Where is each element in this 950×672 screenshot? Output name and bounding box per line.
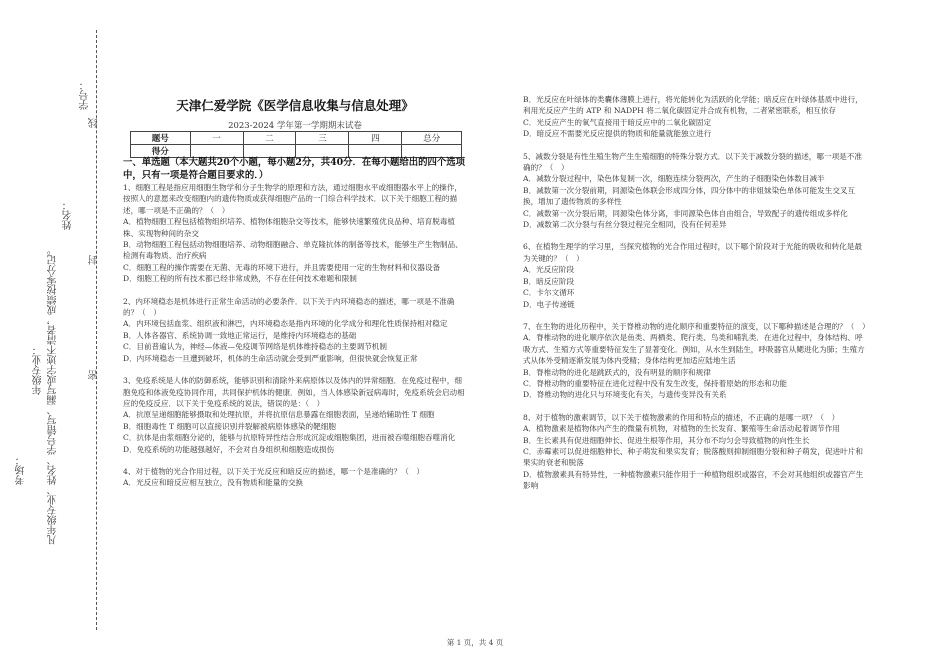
question-option: A．脊椎动物的进化顺序依次是鱼类、两栖类、爬行类、鸟类和哺乳类．在进化过程中，身体结构、呼吸方式、生殖方式等重要特征发生了显著变化．例如，从水生到陆生，呼吸器官从鳃进化为肺；生殖方式从体外受精逐渐发展为体内受精；身体结构更加适应陆地生活 xyxy=(523,333,865,366)
margin-mark-seal: 封 xyxy=(89,255,100,265)
question-option: C．细胞工程的操作需要在无菌、无毒的环境下进行，并且需要使用一定的生物材料和仪器设备 xyxy=(123,262,441,272)
question-option: B．减数第一次分裂前期，同源染色体联会形成四分体，四分体中的非姐妹染色单体可能发生交叉互换，增加了遗传物质的多样性 xyxy=(523,185,856,207)
question-option: A．光反应阶段 xyxy=(523,265,575,275)
question-option: C．抗体是由浆细胞分泌的，能够与抗原特异性结合形成沉淀或细胞集团，进而被吞噬细胞吞噬消化 xyxy=(123,433,456,443)
right-column xyxy=(523,94,870,492)
question-option: D．内环境稳态一旦遭到破坏，机体的生命活动就会受到严重影响，但很快就会恢复正常 xyxy=(123,353,418,363)
question-option: D．免疫系统的功能越强越好，不会对自身组织和细胞造成损伤 xyxy=(123,444,335,454)
question-option: D．细胞工程的所有技术都已经非常成熟，不存在任何技术难题和限制 xyxy=(123,274,357,284)
question-option: D．电子传递链 xyxy=(523,299,575,309)
question-option: B．人体各器官、系统协调一致地正常运行，是维持内环境稳态的基础 xyxy=(123,330,357,340)
margin-mark-secret: 密 xyxy=(89,370,100,380)
score-col: 一 xyxy=(190,132,243,145)
question-option: C．光反应产生的氧气直接用于暗反应中的二氧化碳固定 xyxy=(523,117,712,127)
question-option: D．减数第二次分裂与有丝分裂过程完全相同，没有任何差异 xyxy=(523,220,727,230)
question-option: D．暗反应不需要光反应提供的物质和能量就能独立进行 xyxy=(523,129,712,139)
exam-title: 天津仁爱学院《医学信息收集与信息处理》 xyxy=(176,98,414,113)
question-option: C．目前普遍认为，神经—体液—免疫调节网络是机体维持稳态的主要调节机制 xyxy=(123,342,387,352)
score-col: 三 xyxy=(296,132,349,145)
margin-notice: 凡年级专业、姓名、学号错写、漏写或字迹不清者，成绩按零分记。 xyxy=(48,245,59,545)
question-option: B．生长素具有促进细胞伸长、促进生根等作用，其分布不均匀会导致植物的向性生长 xyxy=(523,435,810,445)
margin-label-name: 姓名： xyxy=(63,200,74,230)
question-stem: 2、内环境稳态是机体进行正常生命活动的必要条件．以下关于内环境稳态的描述，哪一项是不准确的？（ ） xyxy=(123,296,455,318)
score-col-total: 总分 xyxy=(402,132,462,145)
score-col: 四 xyxy=(349,132,402,145)
question-option: B．细胞毒性 T 细胞可以直接识别并裂解被病原体感染的靶细胞 xyxy=(123,421,336,431)
exam-subtitle: 2023-2024 学年第一学期期末试卷 xyxy=(228,121,362,131)
score-table xyxy=(130,131,462,158)
question-stem: 1、细胞工程是指应用细胞生物学和分子生物学的原理和方法，通过细胞水平或细胞器水平上的操作，按照人的意愿来改变细胞内的遗传物质或获得细胞产品的一门综合科学技术．以下关于细胞工程的描述，哪一项是不正确的？（ ） xyxy=(123,183,462,215)
question-stem: 6、在植物生理学的学习里，当探究植物的光合作用过程时，以下哪个阶段对于光能的吸收和转化是最为关键的？（ ） xyxy=(523,242,862,263)
question-option: A．内环境包括血浆、组织液和淋巴，内环境稳态是指内环境的化学成分和理化性质保持相对稳定 xyxy=(123,319,448,329)
question-option: D．脊椎动物的进化只与环境变化有关，与遗传变异没有关系 xyxy=(523,390,727,400)
question-option: B．动物细胞工程包括动物细胞培养、动物细胞融合、单克隆抗体的制备等技术，能够生产生物制品、检测有毒物质、治疗疾病 xyxy=(123,240,463,261)
question-option: B．光反应在叶绿体的类囊体薄膜上进行，将光能转化为活跃的化学能；暗反应在叶绿体基质中进行，利用光反应产生的 ATP 和 NADPH 将二氧化碳固定并合成有机物，二者紧密联系，相互依存 xyxy=(523,95,863,116)
question-option: C．脊椎动物的重要特征在进化过程中没有发生改变，保持着原始的形态和功能 xyxy=(523,378,787,388)
question-stem: 8、对于植物的激素调节，以下关于植物激素的作用和特点的描述，不正确的是哪一项？（ ） xyxy=(523,412,840,422)
question-stem: 3、免疫系统是人体的防御系统，能够识别和清除外来病原体以及体内的异常细胞．在免疫过程中，细胞免疫和体液免疫协同作用，共同保护机体的健康．例如，当人体感染新冠病毒时，免疫系统会启动相应的免疫反应．以下关于免疫系统的说法，错误的是：（ ） xyxy=(123,376,465,408)
score-col-label: 题号 xyxy=(131,132,191,145)
question-option: B．脊椎动物的进化是跳跃式的，没有明显的顺序和规律 xyxy=(523,367,711,377)
section-heading: 一、单选题（本大题共20个小题，每小题2分，共40分．在每小题给出的四个选项中，只有一项是符合题目要求的．） xyxy=(123,157,465,181)
margin-label-student-id: 学号： xyxy=(80,80,91,110)
question-option: A．植物细胞工程包括植物组织培养、植物体细胞杂交等技术，能够快速繁殖优良品种、培育脱毒植株、实现物种间的杂交 xyxy=(123,217,456,238)
margin-label-grade-major: 年级专业： xyxy=(33,345,44,395)
question-option: C．赤霉素可以促进细胞伸长、种子萌发和果实发育；脱落酸则抑制细胞分裂和种子萌发，促进叶片和果实的衰老和脱落 xyxy=(523,446,863,468)
question-option: A．抗原呈递细胞能够摄取和处理抗原，并将抗原信息暴露在细胞表面，呈递给辅助性 T 细胞 xyxy=(123,410,435,420)
score-row-label: 得分 xyxy=(131,145,191,158)
question-stem: 4、对于植物的光合作用过程，以下关于光反应和暗反应的描述，哪一个是准确的？（ ） xyxy=(123,466,424,476)
score-col: 二 xyxy=(243,132,296,145)
question-option: A．减数分裂过程中，染色体复制一次，细胞连续分裂两次，产生的子细胞染色体数目减半 xyxy=(523,174,825,184)
score-table-header-row xyxy=(131,132,462,145)
page-footer: 第 1 页，共 4 页 xyxy=(446,638,504,647)
question-option: C．卡尔文循环 xyxy=(523,288,575,298)
question-stem: 7、在生物的进化历程中，关于脊椎动物的进化顺序和重要特征的演变，以下哪种描述是合理的？（ ） xyxy=(523,321,870,331)
question-option: A．植物激素是植物体内产生的微量有机物，对植物的生长发育、繁殖等生命活动起着调节作用 xyxy=(523,424,840,434)
margin-label-exam-site: 考场： xyxy=(16,455,27,485)
question-stem: 5、减数分裂是有性生殖生物产生生殖细胞的特殊分裂方式．以下关于减数分裂的描述，哪一项是不准确的？（ ） xyxy=(523,151,862,173)
question-option: B．暗反应阶段 xyxy=(523,276,575,286)
question-option: D．植物激素具有特异性，一种植物激素只能作用于一种植物组织或器官，不会对其他组织或器官产生影响 xyxy=(523,469,864,491)
binding-margin xyxy=(0,0,118,672)
left-column xyxy=(123,182,466,489)
margin-mark-line: 线 xyxy=(89,118,100,128)
question-option: C．减数第一次分裂后期，同源染色体分离，非同源染色体自由组合，导致配子的遗传组成多样化 xyxy=(523,208,848,218)
question-option: A．光反应和暗反应相互独立，没有物质和能量的交换 xyxy=(123,478,304,488)
